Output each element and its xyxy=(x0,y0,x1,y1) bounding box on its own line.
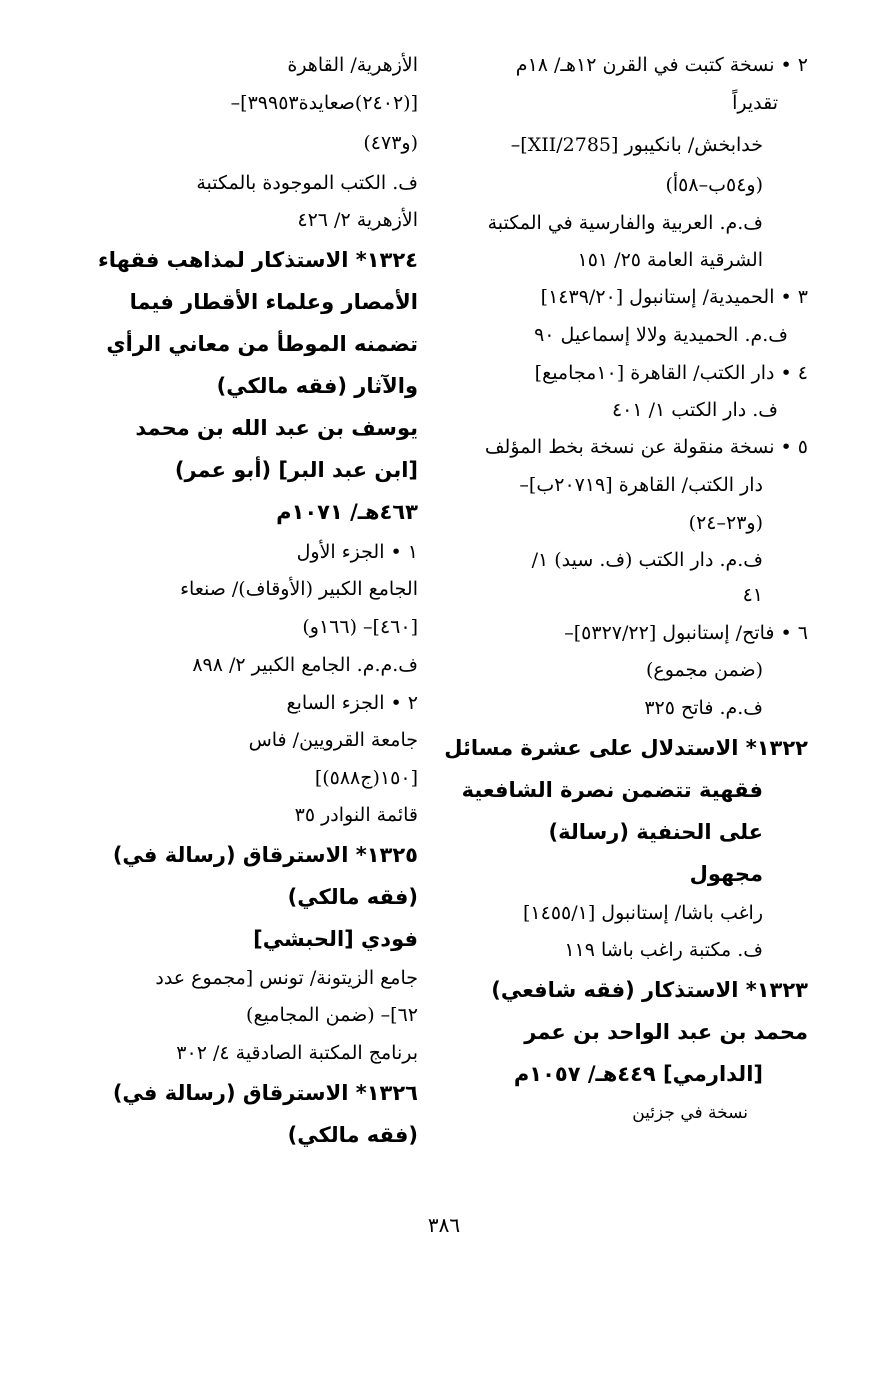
text-line: دار الكتب/ القاهرة [٢٠٧١٩ب]– xyxy=(519,474,763,496)
text-line: ٦ • فاتح/ إستانبول [٥٣٢٧/٢٢]– xyxy=(564,622,808,644)
text-line: ٦٢]– (ضمن المجاميع) xyxy=(246,1004,418,1026)
text-line: ٤٦٣هـ/ ١٠٧١م xyxy=(276,500,418,524)
text-line: (ضمن مجموع) xyxy=(645,659,763,681)
text-line: ٢ • الجزء السابع xyxy=(286,692,418,714)
text-line: ف. الكتب الموجودة بالمكتبة xyxy=(196,172,418,194)
text-line: نسخة في جزئين xyxy=(632,1103,748,1123)
text-line: فقهية تتضمن نصرة الشافعية xyxy=(461,778,763,802)
text-line: ف. دار الكتب ١/ ٤٠١ xyxy=(611,399,778,421)
text-line: [١٥٠(ج٥٨٨)] xyxy=(314,767,418,789)
text-line: ١٣٢٢* الاستدلال على عشرة مسائل xyxy=(444,736,808,760)
text-line: الأزهرية ٢/ ٤٢٦ xyxy=(297,209,418,231)
text-line: [(٢٤٠٢)صعايدة٣٩٩٥٣]– xyxy=(230,92,418,114)
text-line: ف.م.م. الجامع الكبير ٢/ ٨٩٨ xyxy=(192,654,418,676)
text-line: الأزهرية/ القاهرة xyxy=(287,54,418,76)
text-line: ٥ • نسخة منقولة عن نسخة بخط المؤلف xyxy=(484,436,808,458)
text-line: ف.م. دار الكتب (ف. سيد) ١/ xyxy=(531,549,763,571)
text-line: الجامع الكبير (الأوقاف)/ صنعاء xyxy=(180,578,418,600)
text-line: ف.م. الحميدية ولالا إسماعيل ٩٠ xyxy=(534,324,788,346)
text-line: تضمنه الموطأ من معاني الرأي xyxy=(106,332,418,356)
text-line: مجهول xyxy=(689,862,763,886)
text-line: (فقه مالكي) xyxy=(287,885,418,909)
text-line: ف.م. فاتح ٣٢٥ xyxy=(644,697,763,719)
text-line: ٤١ xyxy=(742,584,763,606)
text-line: برنامج المكتبة الصادقية ٤/ ٣٠٢ xyxy=(176,1042,418,1064)
text-line: ١٣٢٥* الاسترقاق (رسالة في) xyxy=(112,843,418,867)
text-line: (فقه مالكي) xyxy=(287,1123,418,1147)
text-line: فودي [الحبشي] xyxy=(253,927,418,951)
text-line: ف. مكتبة راغب باشا ١١٩ xyxy=(564,939,763,961)
text-line: ف.م. العربية والفارسية في المكتبة xyxy=(487,212,763,234)
text-line: جامعة القرويين/ فاس xyxy=(248,729,418,751)
text-line: راغب باشا/ إستانبول [١٤٥٥/١] xyxy=(523,902,763,924)
page-number: ٣٨٦ xyxy=(427,1213,461,1237)
text-line: الشرقية العامة ٢٥/ ١٥١ xyxy=(577,249,763,271)
text-line: ١٣٢٤* الاستذكار لمذاهب فقهاء xyxy=(97,248,418,272)
text-line: ١٣٢٦* الاسترقاق (رسالة في) xyxy=(112,1081,418,1105)
text-line: ١٣٢٣* الاستذكار (فقه شافعي) xyxy=(491,978,808,1002)
text-line: خدابخش/ بانكيبور [2785/XII]– xyxy=(510,134,763,156)
text-line: [٤٦٠]– (١٦٦و) xyxy=(302,616,418,638)
text-line: (و٤٧٣) xyxy=(363,132,418,154)
text-line: (و٢٣–٢٤) xyxy=(688,512,763,534)
text-line: (و٥٤ب–٥٨أ) xyxy=(665,174,763,196)
text-line: ١ • الجزء الأول xyxy=(296,541,418,563)
text-line: ٢ • نسخة كتبت في القرن ١٢هـ/ ١٨م xyxy=(515,54,808,76)
text-line: يوسف بن عبد الله بن محمد xyxy=(135,416,418,440)
text-line: على الحنفية (رسالة) xyxy=(548,820,763,844)
text-line: [ابن عبد البر] (أبو عمر) xyxy=(174,458,418,482)
text-line: ٣ • الحميدية/ إستانبول [١٤٣٩/٢٠] xyxy=(540,286,808,308)
text-line: قائمة النوادر ٣٥ xyxy=(294,804,418,826)
text-line: الأمصار وعلماء الأقطار فيما xyxy=(129,290,418,314)
text-line: ٤ • دار الكتب/ القاهرة [١٠مجاميع] xyxy=(534,362,808,384)
text-line: محمد بن عبد الواحد بن عمر xyxy=(524,1020,808,1044)
text-line: والآثار (فقه مالكي) xyxy=(216,374,418,398)
text-line: تقديراً xyxy=(732,92,778,114)
text-line: جامع الزيتونة/ تونس [مجموع عدد xyxy=(155,967,418,989)
text-line: [الدارمي] ٤٤٩هـ/ ١٠٥٧م xyxy=(513,1062,763,1086)
